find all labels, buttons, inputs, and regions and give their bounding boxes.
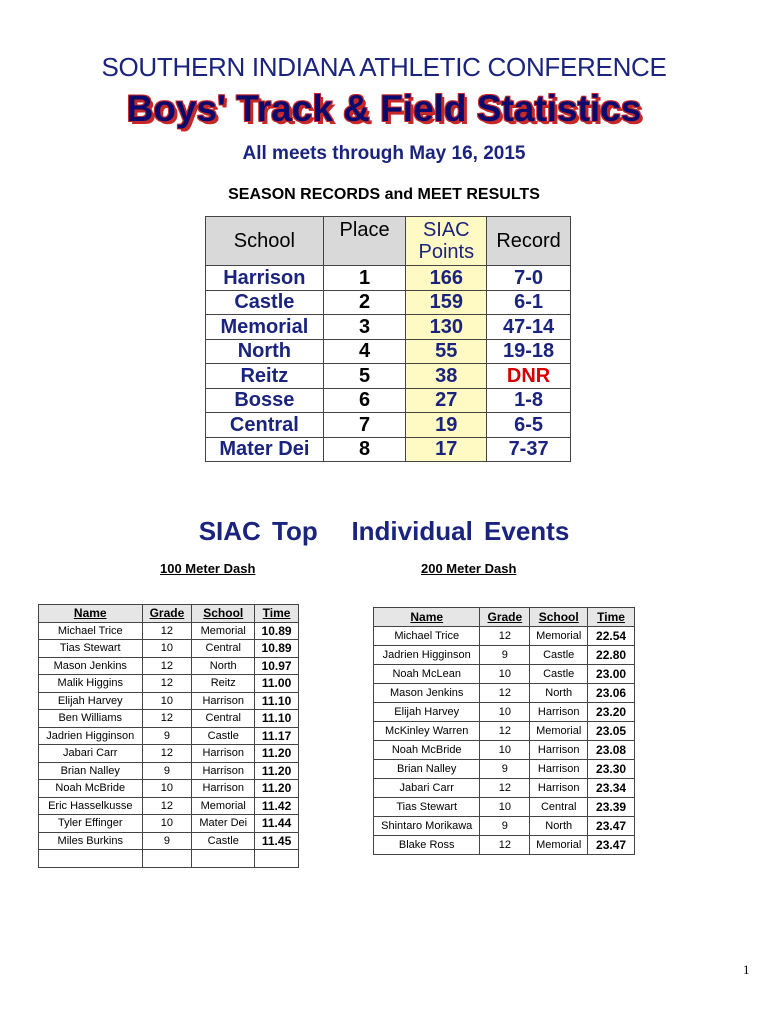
record-cell: 1-8 [487, 388, 571, 413]
school-cell: Memorial [192, 622, 255, 640]
points-cell: 130 [406, 315, 487, 340]
school-cell: North [530, 684, 588, 703]
points-cell: 19 [406, 413, 487, 438]
time-cell: 11.00 [255, 675, 299, 693]
dash100-header-row [39, 605, 299, 623]
school-cell: Central [192, 640, 255, 658]
athlete-name-cell: Jabari Carr [374, 779, 480, 798]
athlete-name-cell: Brian Nalley [39, 762, 143, 780]
records-header-row [206, 217, 571, 266]
result-row [39, 797, 299, 815]
time-cell: 10.97 [255, 657, 299, 675]
time-cell: 11.42 [255, 797, 299, 815]
grade-cell: 9 [480, 646, 530, 665]
school-cell: Harrison [192, 780, 255, 798]
result-row [39, 762, 299, 780]
grade-cell: 12 [142, 710, 192, 728]
grade-cell: 10 [480, 703, 530, 722]
grade-cell: 12 [142, 745, 192, 763]
time-cell [255, 850, 299, 868]
col-header-time: Time [255, 605, 299, 623]
place-cell: 1 [323, 266, 406, 291]
result-row [374, 817, 635, 836]
record-cell: 19-18 [487, 339, 571, 364]
col-header-points [406, 217, 487, 266]
time-cell: 11.44 [255, 815, 299, 833]
points-cell: 166 [406, 266, 487, 291]
result-row [39, 622, 299, 640]
grade-cell: 10 [480, 665, 530, 684]
grade-cell: 12 [480, 684, 530, 703]
grade-cell: 12 [142, 622, 192, 640]
time-cell: 23.47 [588, 817, 635, 836]
athlete-name-cell: Shintaro Morikawa [374, 817, 480, 836]
result-row [374, 741, 635, 760]
time-cell: 23.34 [588, 779, 635, 798]
time-cell: 23.39 [588, 798, 635, 817]
result-row [374, 779, 635, 798]
place-cell: 4 [323, 339, 406, 364]
place-cell: 6 [323, 388, 406, 413]
result-row [374, 836, 635, 855]
record-cell: DNR [487, 364, 571, 389]
time-cell: 22.80 [588, 646, 635, 665]
result-row [39, 675, 299, 693]
col-header-grade: Grade [142, 605, 192, 623]
season-records-table [205, 216, 571, 462]
time-cell: 23.06 [588, 684, 635, 703]
record-cell: 6-5 [487, 413, 571, 438]
time-cell: 11.45 [255, 832, 299, 850]
result-row [374, 703, 635, 722]
school-cell: Harrison [530, 741, 588, 760]
athlete-name-cell: Malik Higgins [39, 675, 143, 693]
school-cell: Memorial [206, 315, 324, 340]
grade-cell: 12 [480, 722, 530, 741]
athlete-name-cell: Jadrien Higginson [374, 646, 480, 665]
school-cell: Memorial [192, 797, 255, 815]
school-cell [192, 850, 255, 868]
result-row [39, 850, 299, 868]
time-cell: 11.10 [255, 710, 299, 728]
records-row [206, 339, 571, 364]
athlete-name-cell: Mason Jenkins [39, 657, 143, 675]
school-cell: Bosse [206, 388, 324, 413]
place-cell: 8 [323, 437, 406, 462]
athlete-name-cell: Michael Trice [39, 622, 143, 640]
school-cell: Castle [192, 727, 255, 745]
dash200-header-row [374, 608, 635, 627]
athlete-name-cell: Mason Jenkins [374, 684, 480, 703]
points-cell: 159 [406, 290, 487, 315]
athlete-name-cell: Blake Ross [374, 836, 480, 855]
time-cell: 23.08 [588, 741, 635, 760]
school-cell: Reitz [192, 675, 255, 693]
col-header-school: School [206, 217, 324, 266]
athlete-name-cell: Elijah Harvey [374, 703, 480, 722]
points-header-line1: SIAC [422, 219, 470, 241]
school-cell: Central [530, 798, 588, 817]
record-cell: 7-0 [487, 266, 571, 291]
conference-name: SOUTHERN INDIANA ATHLETIC CONFERENCE [101, 52, 667, 82]
place-cell: 5 [323, 364, 406, 389]
grade-cell: 10 [142, 640, 192, 658]
time-cell: 22.54 [588, 627, 635, 646]
school-cell: Castle [206, 290, 324, 315]
result-row [39, 727, 299, 745]
result-row [39, 832, 299, 850]
time-cell: 23.47 [588, 836, 635, 855]
result-row [374, 722, 635, 741]
grade-cell: 10 [142, 815, 192, 833]
school-cell: Mater Dei [192, 815, 255, 833]
athlete-name-cell: McKinley Warren [374, 722, 480, 741]
time-cell: 11.20 [255, 780, 299, 798]
points-header-line2: Points [418, 241, 475, 263]
grade-cell: 9 [480, 760, 530, 779]
result-row [39, 640, 299, 658]
school-cell: Castle [530, 646, 588, 665]
school-cell: Harrison [192, 745, 255, 763]
grade-cell: 12 [480, 627, 530, 646]
records-row [206, 388, 571, 413]
col-header-place: Place [323, 217, 406, 266]
athlete-name-cell: Miles Burkins [39, 832, 143, 850]
page-number: 1 [743, 962, 750, 977]
dash200-table [373, 607, 635, 855]
athlete-name-cell: Tias Stewart [39, 640, 143, 658]
result-row [39, 710, 299, 728]
grade-cell: 12 [142, 657, 192, 675]
result-row [39, 657, 299, 675]
result-row [39, 780, 299, 798]
records-row [206, 290, 571, 315]
result-row [374, 665, 635, 684]
school-cell: Harrison [192, 762, 255, 780]
record-cell: 47-14 [487, 315, 571, 340]
school-cell: North [206, 339, 324, 364]
school-cell: Memorial [530, 836, 588, 855]
col-header-time: Time [588, 608, 635, 627]
school-cell: Reitz [206, 364, 324, 389]
time-cell: 23.00 [588, 665, 635, 684]
school-cell: Central [192, 710, 255, 728]
points-cell: 55 [406, 339, 487, 364]
school-cell: Castle [192, 832, 255, 850]
grade-cell: 12 [142, 797, 192, 815]
col-header-school: School [530, 608, 588, 627]
time-cell: 23.05 [588, 722, 635, 741]
result-row [39, 815, 299, 833]
time-cell: 11.10 [255, 692, 299, 710]
col-header-record: Record [487, 217, 571, 266]
records-row [206, 315, 571, 340]
time-cell: 11.17 [255, 727, 299, 745]
athlete-name-cell: Tyler Effinger [39, 815, 143, 833]
time-cell: 11.20 [255, 745, 299, 763]
place-cell: 2 [323, 290, 406, 315]
records-row [206, 364, 571, 389]
athlete-name-cell: Elijah Harvey [39, 692, 143, 710]
athlete-name-cell: Tias Stewart [374, 798, 480, 817]
place-cell: 7 [323, 413, 406, 438]
document-title: Boys' Track & Field Statistics [126, 88, 642, 129]
record-cell: 7-37 [487, 437, 571, 462]
points-cell: 27 [406, 388, 487, 413]
school-cell: Harrison [530, 779, 588, 798]
athlete-name-cell: Brian Nalley [374, 760, 480, 779]
date-subtitle: All meets through May 16, 2015 [242, 143, 526, 164]
col-header-name: Name [374, 608, 480, 627]
grade-cell: 12 [142, 675, 192, 693]
records-heading: SEASON RECORDS and MEET RESULTS [228, 186, 540, 203]
result-row [374, 684, 635, 703]
records-row [206, 266, 571, 291]
school-cell: Harrison [530, 703, 588, 722]
grade-cell: 9 [480, 817, 530, 836]
athlete-name-cell: Noah McLean [374, 665, 480, 684]
dash100-title: 100 Meter Dash [160, 561, 256, 576]
result-row [374, 760, 635, 779]
athlete-name-cell: Noah McBride [374, 741, 480, 760]
col-header-name: Name [39, 605, 143, 623]
points-cell: 17 [406, 437, 487, 462]
time-cell: 23.30 [588, 760, 635, 779]
school-cell: Memorial [530, 627, 588, 646]
athlete-name-cell: Jadrien Higginson [39, 727, 143, 745]
result-row [374, 798, 635, 817]
col-header-grade: Grade [480, 608, 530, 627]
athlete-name-cell: Michael Trice [374, 627, 480, 646]
time-cell: 10.89 [255, 622, 299, 640]
record-cell: 6-1 [487, 290, 571, 315]
school-cell: North [530, 817, 588, 836]
grade-cell: 9 [142, 832, 192, 850]
col-header-school: School [192, 605, 255, 623]
grade-cell: 10 [480, 741, 530, 760]
school-cell: Castle [530, 665, 588, 684]
grade-cell: 9 [142, 762, 192, 780]
time-cell: 10.89 [255, 640, 299, 658]
place-cell: 3 [323, 315, 406, 340]
records-row [206, 413, 571, 438]
grade-cell [142, 850, 192, 868]
result-row [39, 692, 299, 710]
school-cell: Harrison [530, 760, 588, 779]
school-cell: Harrison [206, 266, 324, 291]
school-cell: Memorial [530, 722, 588, 741]
grade-cell: 10 [142, 692, 192, 710]
result-row [374, 627, 635, 646]
records-row [206, 437, 571, 462]
athlete-name-cell: Eric Hasselkusse [39, 797, 143, 815]
athlete-name-cell: Ben Williams [39, 710, 143, 728]
dash200-title: 200 Meter Dash [421, 561, 517, 576]
events-heading: SIAC Top Individual Events [198, 516, 570, 546]
athlete-name-cell: Noah McBride [39, 780, 143, 798]
school-cell: Harrison [192, 692, 255, 710]
school-cell: Mater Dei [206, 437, 324, 462]
time-cell: 11.20 [255, 762, 299, 780]
dash100-table [38, 604, 299, 868]
time-cell: 23.20 [588, 703, 635, 722]
school-cell: North [192, 657, 255, 675]
grade-cell: 9 [142, 727, 192, 745]
points-cell: 38 [406, 364, 487, 389]
grade-cell: 10 [480, 798, 530, 817]
result-row [374, 646, 635, 665]
athlete-name-cell: Jabari Carr [39, 745, 143, 763]
result-row [39, 745, 299, 763]
athlete-name-cell [39, 850, 143, 868]
grade-cell: 12 [480, 779, 530, 798]
grade-cell: 12 [480, 836, 530, 855]
grade-cell: 10 [142, 780, 192, 798]
school-cell: Central [206, 413, 324, 438]
